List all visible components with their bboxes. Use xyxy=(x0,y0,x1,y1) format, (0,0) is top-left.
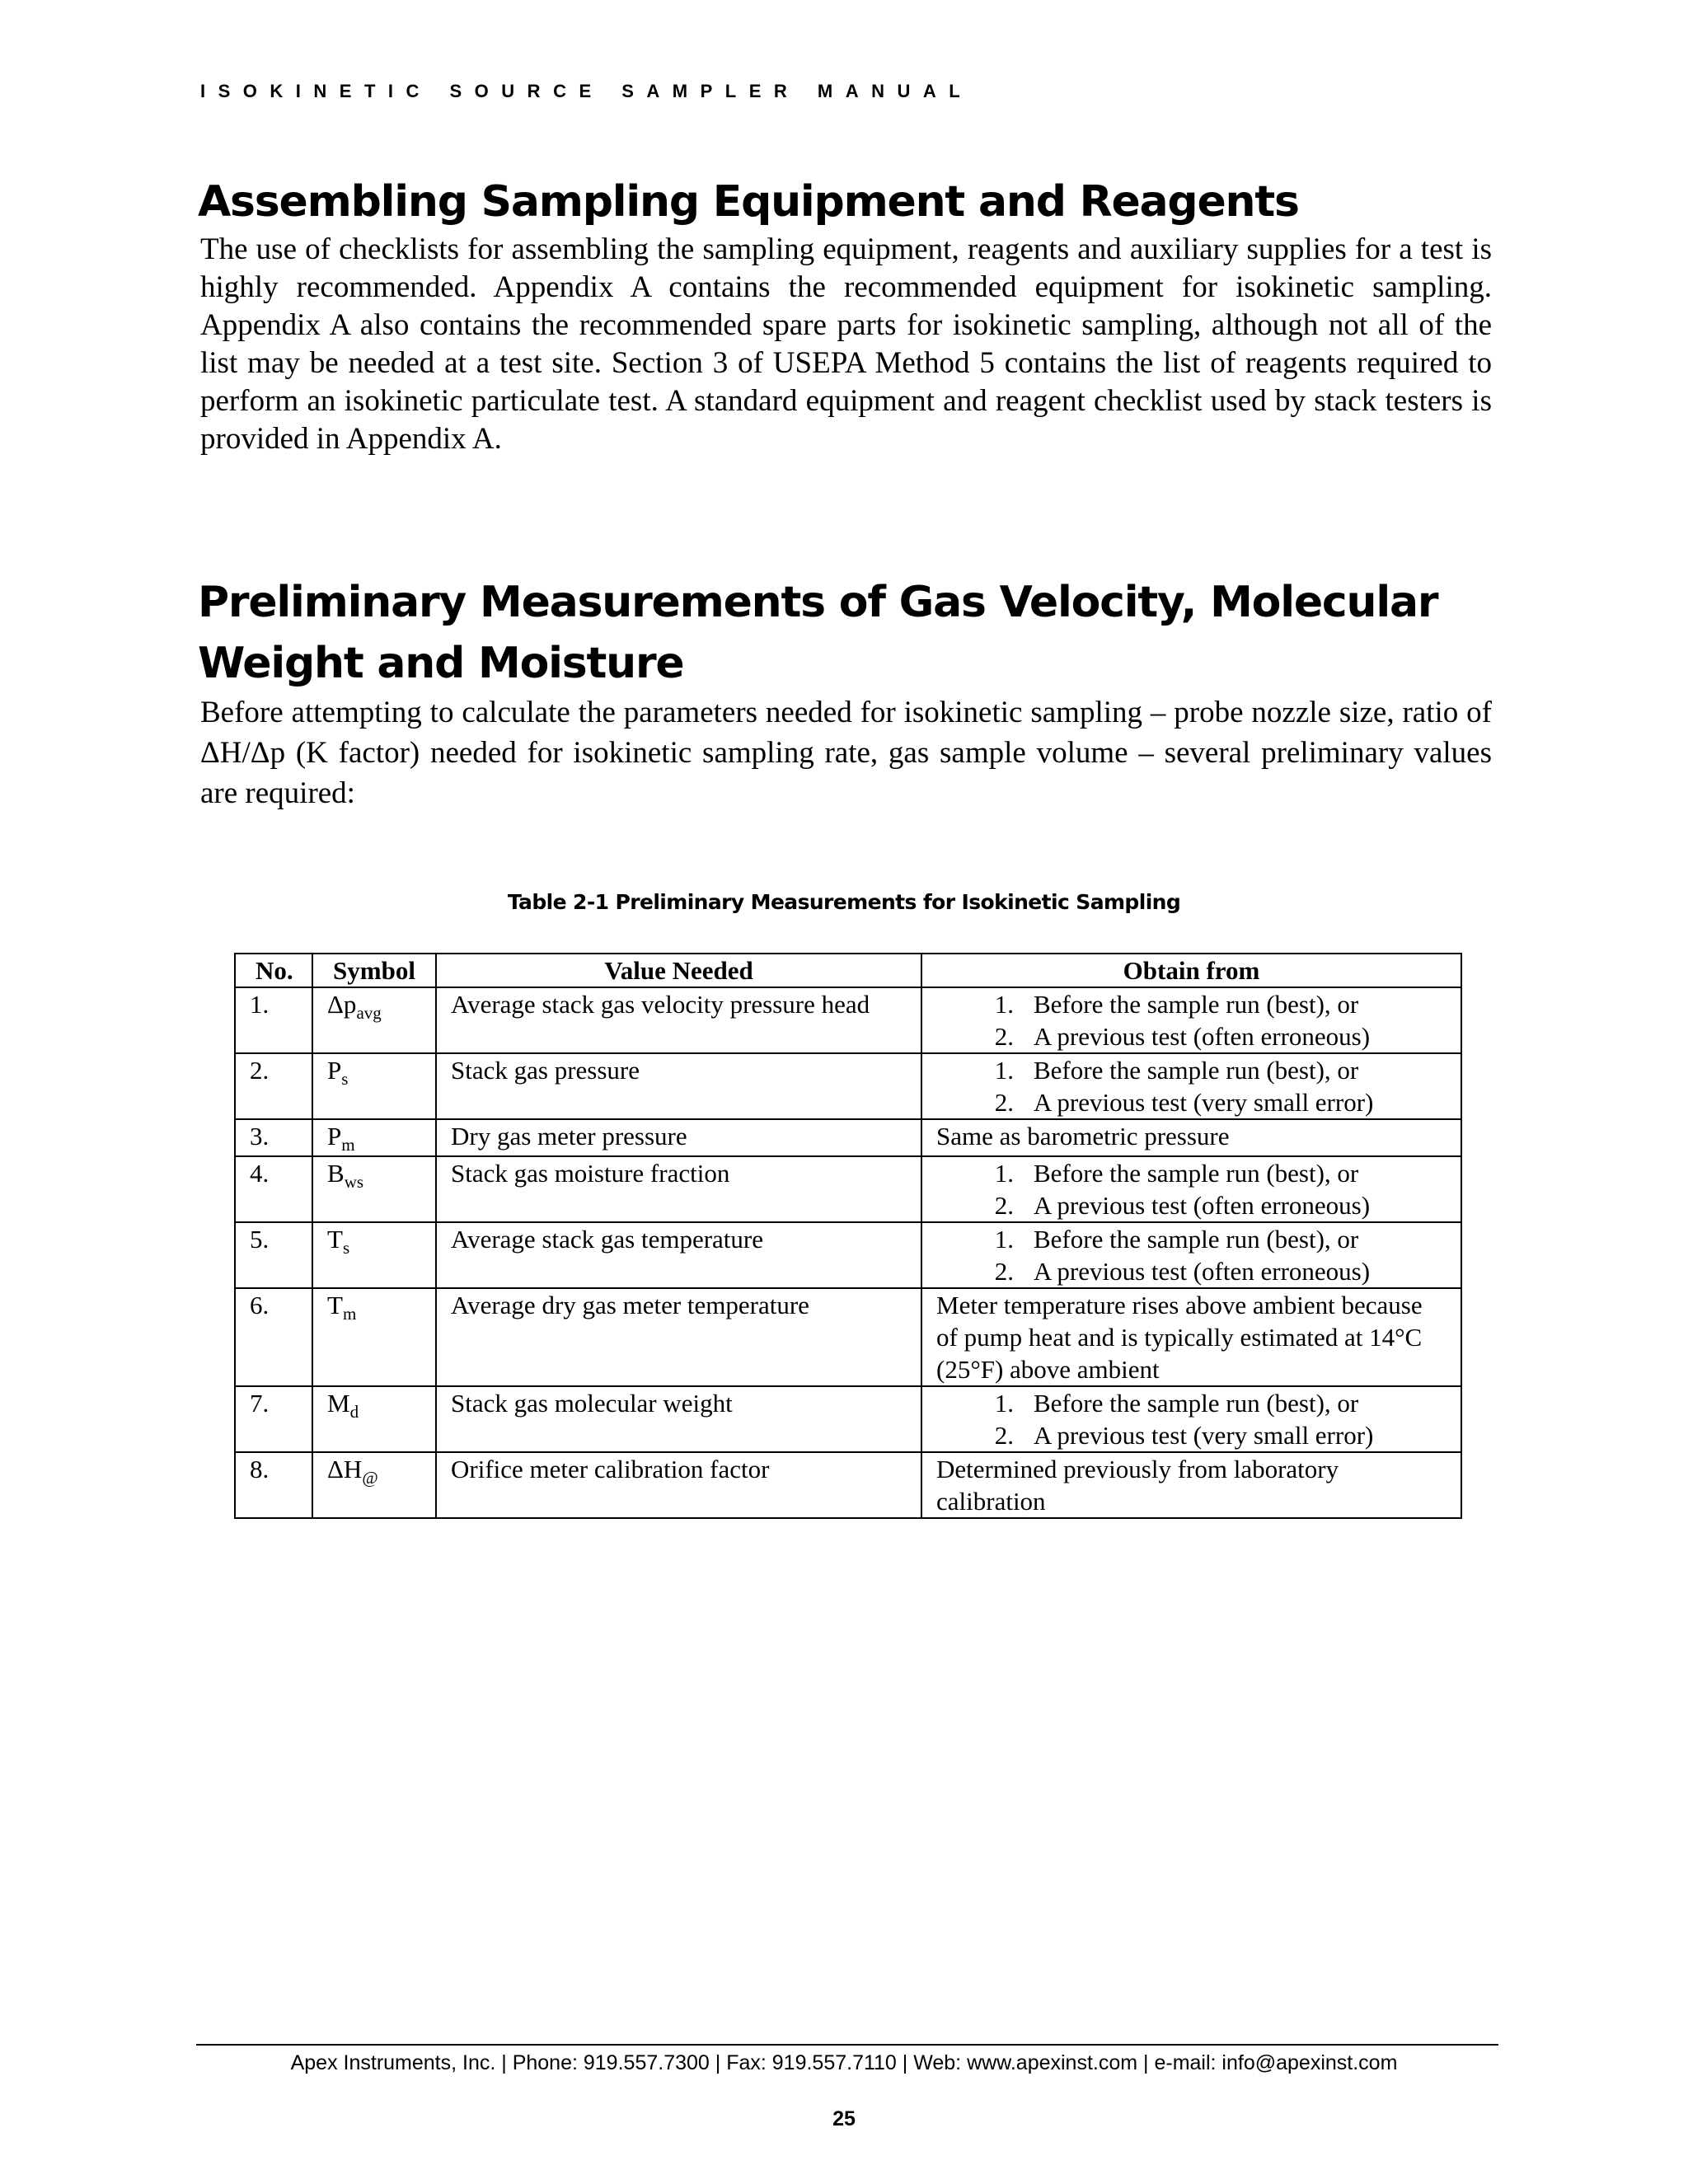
option-number: 2. xyxy=(994,1257,1014,1286)
obtain-option xyxy=(936,1157,1447,1189)
option-text: Before the sample run (best), or xyxy=(1034,1389,1359,1418)
option-text: Before the sample run (best), or xyxy=(1034,990,1359,1019)
option-text: A previous test (often erroneous) xyxy=(1034,1257,1371,1286)
symbol-subscript: s xyxy=(341,1069,349,1089)
row-obtain-from xyxy=(921,1156,1461,1222)
table-row xyxy=(235,1119,1461,1156)
row-symbol xyxy=(312,1452,436,1518)
option-text: Before the sample run (best), or xyxy=(1034,1225,1359,1254)
option-text: A previous test (very small error) xyxy=(1034,1421,1374,1450)
obtain-option xyxy=(936,1419,1447,1451)
row-symbol xyxy=(312,1156,436,1222)
table-row xyxy=(235,1386,1461,1452)
footer-contact-line: Apex Instruments, Inc. | Phone: 919.557.7300 | Fax: 919.557.7110 | Web: www.apexinst.com | e-mail: info@apexinst.com xyxy=(290,2051,1398,2074)
table-row xyxy=(235,1452,1461,1518)
row-number: 3. xyxy=(235,1119,312,1156)
row-value-needed: Stack gas molecular weight xyxy=(436,1386,921,1452)
preliminary-measurements-table xyxy=(234,953,1462,1519)
symbol-base: T xyxy=(327,1225,343,1254)
header-symbol: Symbol xyxy=(312,954,436,987)
footer-divider xyxy=(196,2044,1498,2046)
row-number: 4. xyxy=(235,1156,312,1222)
symbol-subscript: @ xyxy=(362,1468,378,1488)
symbol-subscript: ws xyxy=(344,1172,364,1192)
symbol-base: M xyxy=(327,1389,350,1418)
row-obtain-from xyxy=(921,987,1461,1053)
row-value-needed: Stack gas moisture fraction xyxy=(436,1156,921,1222)
option-number: 1. xyxy=(994,990,1014,1019)
option-number: 2. xyxy=(994,1191,1014,1220)
obtain-option xyxy=(936,1086,1447,1118)
table-caption: Table 2-1 Preliminary Measurements for Isokinetic Sampling xyxy=(507,890,1181,914)
option-text: Before the sample run (best), or xyxy=(1034,1159,1359,1188)
option-number: 2. xyxy=(994,1022,1014,1051)
row-value-needed: Orifice meter calibration factor xyxy=(436,1452,921,1518)
row-symbol xyxy=(312,987,436,1053)
table-row xyxy=(235,1053,1461,1119)
row-obtain-from: Meter temperature rises above ambient because of pump heat and is typically estimated at 14°C (25°F) above ambient xyxy=(921,1288,1461,1386)
obtain-option xyxy=(936,988,1447,1020)
row-obtain-from: Same as barometric pressure xyxy=(921,1119,1461,1156)
row-value-needed: Average stack gas temperature xyxy=(436,1222,921,1288)
option-text: A previous test (often erroneous) xyxy=(1034,1191,1371,1220)
row-symbol xyxy=(312,1119,436,1156)
row-value-needed: Average dry gas meter temperature xyxy=(436,1288,921,1386)
symbol-base: Δp xyxy=(327,990,357,1019)
row-symbol xyxy=(312,1386,436,1452)
symbol-subscript: s xyxy=(342,1238,350,1258)
table-row xyxy=(235,1156,1461,1222)
row-value-needed: Dry gas meter pressure xyxy=(436,1119,921,1156)
symbol-base: P xyxy=(327,1122,342,1151)
header-value-needed: Value Needed xyxy=(436,954,921,987)
row-obtain-from: Determined previously from laboratory calibration xyxy=(921,1452,1461,1518)
option-number: 2. xyxy=(994,1421,1014,1450)
option-text: A previous test (very small error) xyxy=(1034,1088,1374,1117)
table-row xyxy=(235,1288,1461,1386)
option-text: A previous test (often erroneous) xyxy=(1034,1022,1371,1051)
row-obtain-from xyxy=(921,1386,1461,1452)
row-symbol xyxy=(312,1222,436,1288)
table-row xyxy=(235,987,1461,1053)
symbol-base: B xyxy=(327,1159,345,1188)
option-number: 1. xyxy=(994,1389,1014,1418)
symbol-subscript: m xyxy=(341,1135,355,1155)
symbol-base: T xyxy=(327,1291,343,1319)
section-body-assembling: The use of checklists for assembling the sampling equipment, reagents and auxiliary supplies for a test is highly recommended. Appendix A contains the recommended equipment for isokinetic sampling. Appendix A also contains the recommended spare parts for isokinetic sampling, although not all of the list may be needed at a test site. Section 3 of USEPA Method 5 contains the list of reagents required to perform an isokinetic particulate test. A standard equipment and reagent checklist used by stack testers is provided in Appendix A. xyxy=(200,232,1492,456)
option-number: 2. xyxy=(994,1088,1014,1117)
symbol-base: ΔH xyxy=(327,1455,363,1483)
row-number: 2. xyxy=(235,1053,312,1119)
table-row xyxy=(235,1222,1461,1288)
obtain-option xyxy=(936,1223,1447,1255)
page-number: 25 xyxy=(832,2107,856,2130)
obtain-option xyxy=(936,1020,1447,1052)
option-number: 1. xyxy=(994,1225,1014,1254)
table-header-row xyxy=(235,954,1461,987)
option-number: 1. xyxy=(994,1056,1014,1085)
row-obtain-from xyxy=(921,1053,1461,1119)
symbol-subscript: d xyxy=(349,1402,359,1422)
row-value-needed: Average stack gas velocity pressure head xyxy=(436,987,921,1053)
row-symbol xyxy=(312,1053,436,1119)
row-number: 6. xyxy=(235,1288,312,1386)
symbol-subscript: m xyxy=(342,1304,357,1324)
symbol-subscript: avg xyxy=(356,1003,382,1023)
row-value-needed: Stack gas pressure xyxy=(436,1053,921,1119)
row-number: 5. xyxy=(235,1222,312,1288)
header-obtain-from: Obtain from xyxy=(921,954,1461,987)
obtain-option xyxy=(936,1387,1447,1419)
row-number: 8. xyxy=(235,1452,312,1518)
option-number: 1. xyxy=(994,1159,1014,1188)
row-symbol xyxy=(312,1288,436,1386)
obtain-option xyxy=(936,1255,1447,1287)
option-text: Before the sample run (best), or xyxy=(1034,1056,1359,1085)
section-title-preliminary: Preliminary Measurements of Gas Velocity, Molecular Weight and Moisture xyxy=(198,578,1438,688)
section-body-preliminary: Before attempting to calculate the parameters needed for isokinetic sampling – probe nozzle size, ratio of ΔH/Δp (K factor) needed for isokinetic sampling rate, gas sample volume – several preliminary values are required: xyxy=(200,696,1492,810)
obtain-option xyxy=(936,1054,1447,1086)
symbol-base: P xyxy=(327,1056,342,1085)
section-title-assembling: Assembling Sampling Equipment and Reagents xyxy=(198,177,1299,227)
row-obtain-from xyxy=(921,1222,1461,1288)
header-no: No. xyxy=(235,954,312,987)
running-header: ISOKINETIC SOURCE SAMPLER MANUAL xyxy=(200,81,973,101)
obtain-option xyxy=(936,1189,1447,1221)
row-number: 7. xyxy=(235,1386,312,1452)
row-number: 1. xyxy=(235,987,312,1053)
